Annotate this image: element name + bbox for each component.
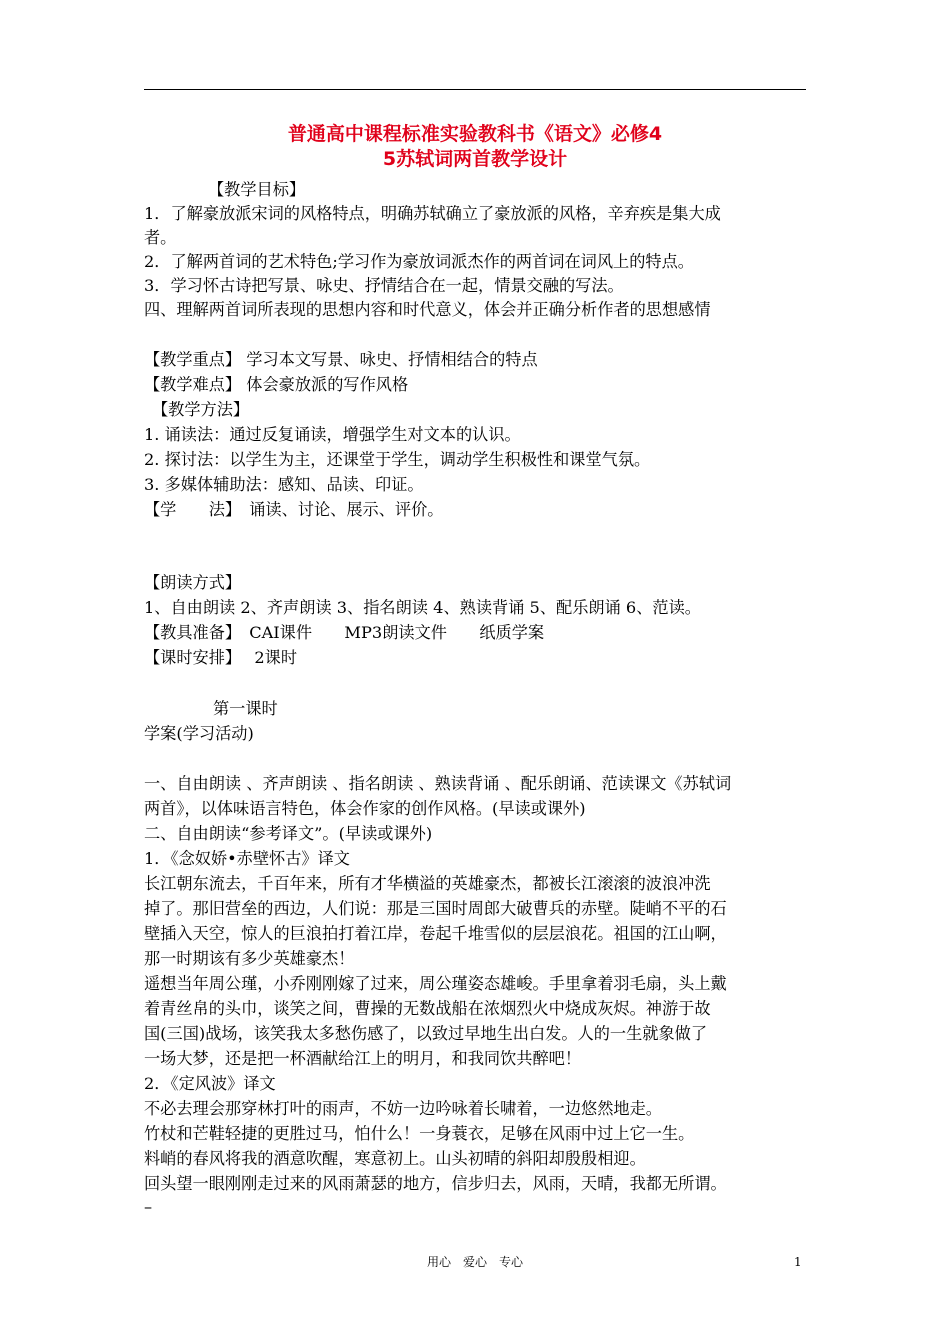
document-subtitle: 5苏轼词两首教学设计 xyxy=(382,148,568,170)
method-3: 3. 多媒体辅助法：感知、品读、印证。 xyxy=(144,475,424,494)
translation-2-line: 不必去理会那穿林打叶的雨声，不妨一边吟咏着长啸着，一边悠然地走。 xyxy=(144,1099,662,1118)
goal-1: 1．了解豪放派宋词的风格特点，明确苏轼确立了豪放派的风格，辛弃疾是集大成 xyxy=(144,204,721,223)
document-title: 普通高中课程标准实验教科书《语文》必修4 xyxy=(287,123,663,145)
goal-2: 2．了解两首词的艺术特色;学习作为豪放词派杰作的两首词在词风上的特点。 xyxy=(144,252,694,271)
translation-1-line: 着青丝帛的头巾，谈笑之间，曹操的无数战船在浓烟烈火中烧成灰烬。神游于故 xyxy=(144,999,711,1018)
translation-1-line: 那一时期该有多少英雄豪杰！ xyxy=(144,949,355,968)
learning-methods: 【学 法】 诵读、讨论、展示、评价。 xyxy=(144,500,444,519)
study-plan-heading: 学案(学习活动) xyxy=(144,724,254,743)
translation-1-line: 遥想当年周公瑾，小乔刚刚嫁了过来，周公瑾姿态雄峻。手里拿着羽毛扇，头上戴 xyxy=(144,974,727,993)
goal-1-cont: 者。 xyxy=(144,228,177,247)
translation-1-line: 一场大梦，还是把一杯酒献给江上的明月，和我同饮共醉吧！ xyxy=(144,1049,582,1068)
activity-2: 二、自由朗读“参考译文”。(早读或课外) xyxy=(144,824,433,843)
method-1: 1. 诵读法：通过反复诵读，增强学生对文本的认识。 xyxy=(144,425,521,444)
lesson-schedule: 【课时安排】 2课时 xyxy=(144,648,298,667)
activity-1-cont: 两首》，以体味语言特色，体会作家的创作风格。(早读或课外) xyxy=(144,799,586,818)
translation-1-line: 国(三国)战场，该笑我太多愁伤感了，以致过早地生出白发。人的一生就象做了 xyxy=(144,1024,708,1043)
trailing-dash: – xyxy=(144,1197,153,1216)
translation-2-heading: 2．《定风波》译文 xyxy=(144,1074,276,1093)
translation-2-line: 回头望一眼刚刚走过来的风雨萧瑟的地方，信步归去，风雨，天晴，我都无所谓。 xyxy=(144,1174,727,1193)
goal-4: 四、理解两首词所表现的思想内容和时代意义，体会并正确分析作者的思想感情 xyxy=(144,300,711,319)
translation-1-heading: 1．《念奴娇•赤壁怀古》译文 xyxy=(144,849,350,868)
translation-1-line: 掉了。那旧营垒的西边，人们说：那是三国时周郎大破曹兵的赤壁。陡峭不平的石 xyxy=(144,899,727,918)
translation-2-line: 料峭的春风将我的酒意吹醒，寒意初上。山头初晴的斜阳却殷殷相迎。 xyxy=(144,1149,646,1168)
goal-3: 3．学习怀古诗把写景、咏史、抒情结合在一起，情景交融的写法。 xyxy=(144,276,624,295)
teaching-focus: 【教学重点】 学习本文写景、咏史、抒情相结合的特点 xyxy=(144,350,538,369)
method-2: 2. 探讨法：以学生为主，还课堂于学生，调动学生积极性和课堂气氛。 xyxy=(144,450,651,469)
reading-modes-list: 1、自由朗读 2、齐声朗读 3、指名朗读 4、熟读背诵 5、配乐朗诵 6、范读。 xyxy=(144,598,701,617)
translation-1-line: 长江朝东流去，千百年来，所有才华横溢的英雄豪杰，都被长江滚滚的波浪冲洗 xyxy=(144,874,711,893)
header-rule xyxy=(144,89,806,90)
page-footer: 用心 爱心 专心 xyxy=(426,1255,523,1269)
heading-teaching-goals: 【教学目标】 xyxy=(208,180,306,199)
teaching-aids: 【教具准备】 CAI课件 MP3朗读文件 纸质学案 xyxy=(144,623,545,642)
heading-reading-modes: 【朗读方式】 xyxy=(144,573,242,592)
translation-1-line: 壁插入天空，惊人的巨浪拍打着江岸，卷起千堆雪似的层层浪花。祖国的江山啊， xyxy=(144,924,727,943)
heading-teaching-methods: 【教学方法】 xyxy=(152,400,250,419)
activity-1: 一、自由朗读 、齐声朗读 、指名朗读 、熟读背诵 、配乐朗诵、范读课文《苏轼词 xyxy=(144,774,732,793)
lesson-one-heading: 第一课时 xyxy=(213,699,278,718)
page-number: 1 xyxy=(794,1255,802,1269)
translation-2-line: 竹杖和芒鞋轻捷的更胜过马，怕什么！一身蓑衣，足够在风雨中过上它一生。 xyxy=(144,1124,695,1143)
teaching-difficulty: 【教学难点】 体会豪放派的写作风格 xyxy=(144,375,409,394)
